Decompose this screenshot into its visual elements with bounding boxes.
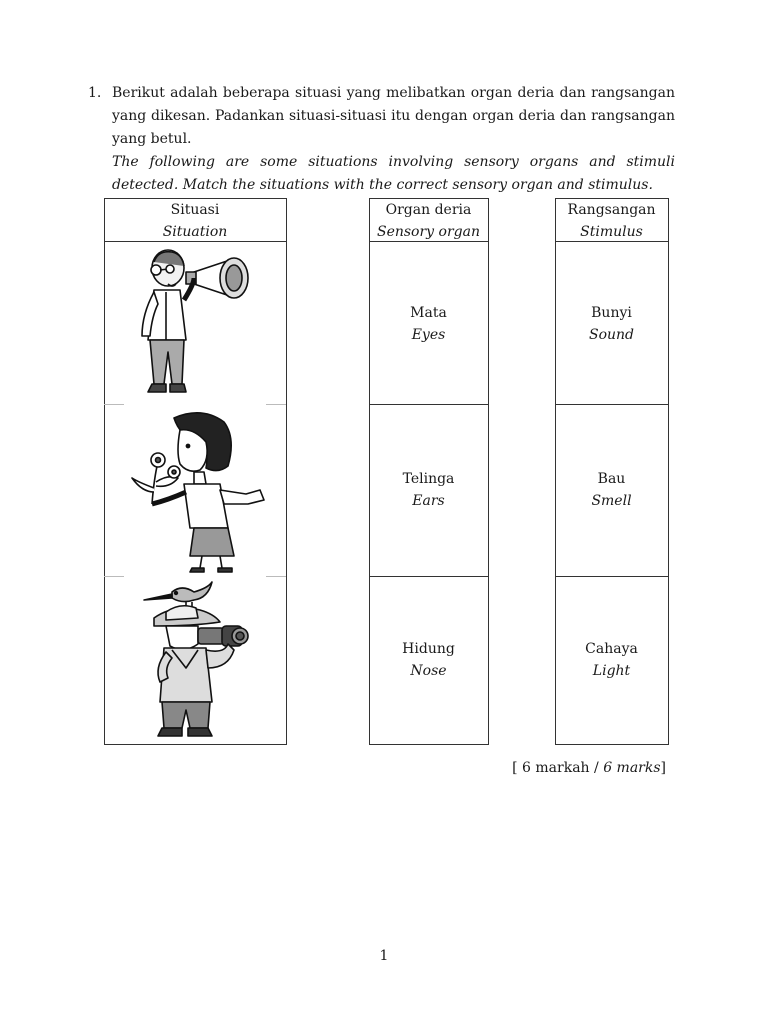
row-divider [266,404,286,405]
question-text-english: The following are some situations involving sensory organs and stimuli detected. Match the situations with the correct sensory organ and stimulus. [112,154,675,193]
organ-cell-nose[interactable]: Hidung Nose [402,641,455,679]
row-divider [369,404,488,405]
header-stimulus: Rangsangan Stimulus [567,202,656,240]
row-divider [369,576,488,577]
table-border-left [104,198,105,745]
marks-label: [ 6 markah / 6 marks] [512,760,666,776]
row-divider [104,404,124,405]
table-border-right [668,198,669,745]
row-divider [555,404,668,405]
column-divider [286,198,287,745]
row-divider [266,576,286,577]
table-border-bottom [555,744,668,745]
organ-cell-ears[interactable]: Telinga Ears [402,471,455,509]
header-sensory-organ: Organ deria Sensory organ [376,202,480,240]
organ-cell-eyes[interactable]: Mata Eyes [410,305,447,343]
row-divider [104,576,124,577]
table-border-bottom [369,744,488,745]
woman-smelling-flower-illustration[interactable] [124,408,266,574]
birdwatcher-with-binoculars-illustration[interactable] [124,578,266,744]
header-situation: Situasi Situation [162,202,228,240]
stimulus-cell-sound[interactable]: Bunyi Sound [588,305,634,343]
man-with-ear-trumpet-illustration[interactable] [124,244,266,404]
question-text-malay: Berikut adalah beberapa situasi yang melibatkan organ deria dan rangsangan yang dikesan. Padankan situasi-situasi itu dengan organ deria dan rangsangan yang betul. [112,85,675,147]
stimulus-cell-light[interactable]: Cahaya Light [585,641,638,679]
page-number: 1 [379,948,389,964]
question-number: 1. [88,85,102,101]
table-border-bottom [104,744,286,745]
row-divider [555,576,668,577]
column-divider [488,198,489,745]
stimulus-cell-smell[interactable]: Bau Smell [591,471,632,509]
